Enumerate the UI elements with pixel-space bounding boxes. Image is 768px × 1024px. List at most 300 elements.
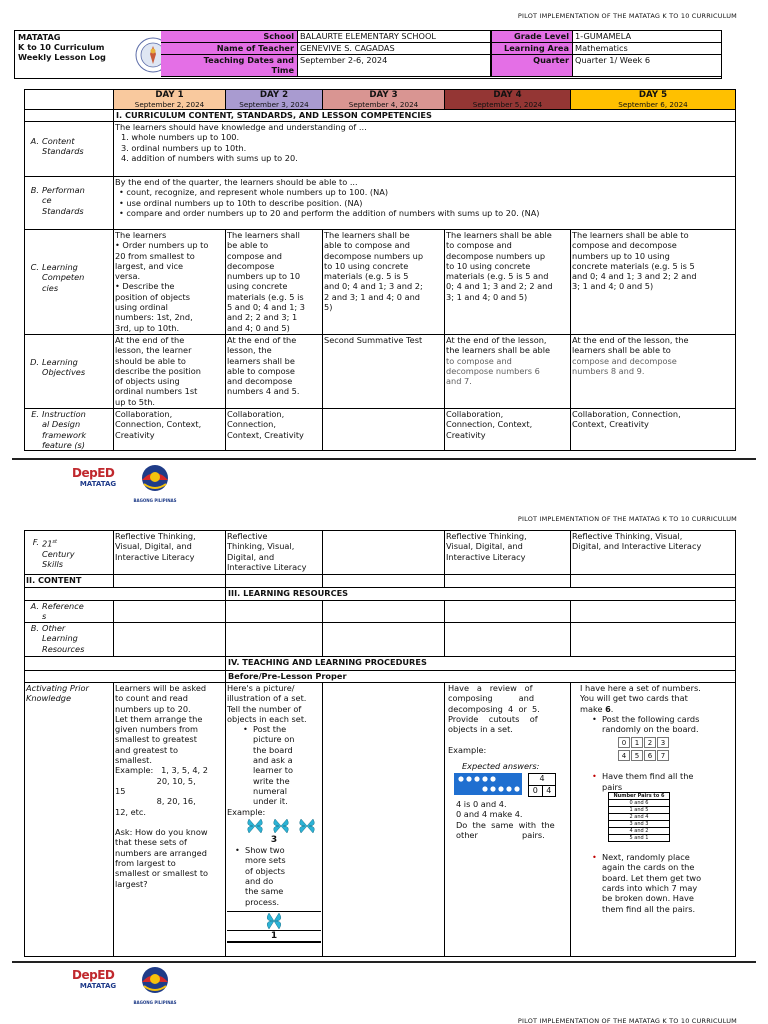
text-line: • Order numbers up to xyxy=(115,240,209,251)
skills-day-3 xyxy=(323,531,445,575)
text-line: decompose numbers 6 xyxy=(446,365,540,376)
performance-standards-label xyxy=(25,177,114,230)
text-line: Show two xyxy=(245,845,285,856)
day-5-bullet-2-text xyxy=(602,771,693,792)
objective-day-4-lead xyxy=(446,335,569,356)
pilot-banner-page-3: PILOT IMPLEMENTATION OF THE MATATAG K TO 10 CURRICULUM xyxy=(517,1017,737,1024)
dates-label xyxy=(161,55,298,77)
references-day-5 xyxy=(571,601,736,623)
text-line: Creativity xyxy=(446,429,486,440)
text-line: smallest. xyxy=(115,755,152,766)
bullet-dot: • xyxy=(235,845,240,856)
text-line: Reflective Thinking, xyxy=(115,531,196,541)
text-line: compose and decompose xyxy=(572,240,677,251)
text-line: Context, Creativity xyxy=(572,419,649,430)
text-line: Second Summative Test xyxy=(324,335,423,345)
ref-b-label-1: Other xyxy=(42,623,66,633)
text-line: 3; 1 and 4; 0 and 5) xyxy=(446,291,528,302)
school-label: School xyxy=(161,31,298,43)
ref-b-label-3: Resources xyxy=(42,643,85,654)
objective-day-2 xyxy=(226,335,323,409)
deped-wordmark: DepED xyxy=(72,466,115,480)
text-line: Provide cutouts of xyxy=(448,713,538,724)
butterfly-count-2: 1 xyxy=(227,931,321,943)
other-resources-day-5 xyxy=(571,623,736,657)
butterfly-icon xyxy=(263,912,285,930)
title-line-2: K to 10 Curriculum xyxy=(18,42,105,52)
day-5-target-number: 6 xyxy=(605,703,611,714)
text-line: 4 is 0 and 4. xyxy=(456,798,507,809)
text-line: 5 and 0; 4 and 1; 3 xyxy=(227,302,305,313)
deped-logo xyxy=(72,466,124,488)
text-line: compose and decompose xyxy=(572,355,677,366)
section-1-row xyxy=(25,110,736,122)
text-line: 0; 4 and 1; 3 and 2; 2 and xyxy=(446,281,553,292)
lesson-table-page-1 xyxy=(24,89,736,451)
row-content-heading xyxy=(25,575,736,588)
skills-day-1 xyxy=(114,531,226,575)
text-line: learner to xyxy=(253,765,293,776)
row-d-label-2: Objectives xyxy=(42,367,86,378)
text-line: Connection, Context, xyxy=(446,419,533,430)
text-line: the same xyxy=(245,886,284,897)
number-card: 0 xyxy=(618,737,630,748)
objective-day-5 xyxy=(571,335,736,409)
row-c-letter: C. xyxy=(30,262,39,272)
matatag-wordmark: MATATAG xyxy=(79,480,117,488)
content-cell-2 xyxy=(226,575,323,588)
row-e-label-4: feature (s) xyxy=(42,439,85,450)
competency-day-5 xyxy=(571,230,736,335)
day-5-intro-2: You will get two cards that xyxy=(580,693,688,704)
design-day-2 xyxy=(226,409,323,451)
text-line: The learners shall be able xyxy=(446,230,552,240)
other-resources-label xyxy=(25,623,114,657)
text-line: 0 and 4 make 4. xyxy=(456,809,523,820)
day-5-bullet-3-text xyxy=(602,852,701,914)
pilot-banner-page-2: PILOT IMPLEMENTATION OF THE MATATAG K TO 10 CURRICULUM xyxy=(517,515,737,523)
grade-label: Grade Level xyxy=(491,31,573,43)
references-day-2 xyxy=(226,601,323,623)
ref-a-label-2: s xyxy=(42,611,47,622)
day-2-label: DAY 2 xyxy=(259,90,289,100)
procedures-heading-blank xyxy=(25,657,226,671)
text-line: Collaboration, xyxy=(227,409,285,419)
bullet-2-text xyxy=(245,845,286,907)
number-cards xyxy=(572,737,734,761)
text-line: to 10 using concrete xyxy=(324,260,409,271)
text-line: them find all the pairs. xyxy=(602,903,696,914)
row-a-letter: A. xyxy=(30,136,39,146)
text-line: be broken down. Have xyxy=(602,893,694,904)
day-3-date: September 4, 2024 xyxy=(348,100,419,109)
content-standards-label xyxy=(25,122,114,177)
text-line: able to compose xyxy=(227,365,295,376)
text-line: Reflective Thinking, Visual, xyxy=(572,531,683,541)
row-f-label-2: Century xyxy=(42,549,75,560)
text-line: 20 from smallest to xyxy=(115,250,195,261)
text-line: Digital, and xyxy=(227,551,275,562)
day-3-label: DAY 3 xyxy=(369,90,398,100)
day-1-header xyxy=(114,90,226,110)
activating-day-2-bullet-1 xyxy=(227,724,321,806)
text-line: numbers up to 10 using xyxy=(572,250,670,261)
day-1-date: September 2, 2024 xyxy=(134,100,205,109)
butterflies-set-icon xyxy=(245,817,323,835)
text-line: and decompose xyxy=(227,376,293,387)
bagong-pilipinas-text: BAGONG PILIPINAS xyxy=(133,1000,177,1005)
text-line: objects in each set. xyxy=(227,713,307,724)
text-line: cards into which 7 may xyxy=(602,882,698,893)
dot-array-example xyxy=(446,773,569,797)
row-procedures-heading xyxy=(25,657,736,671)
text-line: materials (e.g. 5 is xyxy=(227,291,304,302)
text-line: and 0; 4 and 1; 3 and 2; 2 and xyxy=(572,271,697,282)
content-std-line: 3. ordinal numbers up to 10th. xyxy=(121,142,247,153)
text-line: randomly on the board. xyxy=(602,724,699,735)
row-f-label-sup: st xyxy=(52,539,57,545)
text-line: of objects xyxy=(245,865,285,876)
number-card: 6 xyxy=(644,750,656,761)
text-line: more sets xyxy=(245,855,286,866)
objective-day-5-lead xyxy=(572,335,734,356)
text-line: The learners shall xyxy=(227,230,300,240)
text-line: write the xyxy=(253,775,290,786)
number-cards-row-1 xyxy=(618,737,734,748)
day-5-date: September 6, 2024 xyxy=(618,100,688,109)
day-5-bullet-1-text xyxy=(602,714,699,735)
text-line: 3rd, up to 10th. xyxy=(115,322,180,333)
other-resources-day-4 xyxy=(445,623,571,657)
bond-part-right: 4 xyxy=(546,785,552,795)
text-line: compose and xyxy=(227,250,283,261)
red-bullet-dot: • xyxy=(592,771,597,782)
bagong-pilipinas-logo xyxy=(132,464,178,503)
text-line: lesson, the xyxy=(227,345,272,356)
row-c-label-3: cies xyxy=(42,282,59,293)
deped-logo xyxy=(72,968,124,990)
deped-wordmark: DepED xyxy=(72,968,115,982)
bagong-pilipinas-logo xyxy=(132,966,178,1005)
row-learning-competencies xyxy=(25,230,736,335)
dates-label-line-2: Time xyxy=(271,65,294,75)
text-line: Example: xyxy=(448,744,487,755)
activating-label-1: Activating Prior xyxy=(26,683,89,693)
day-5-intro-1: I have here a set of numbers. xyxy=(580,683,701,693)
text-line: Reflective Thinking, xyxy=(446,531,527,541)
footer-logos-2 xyxy=(72,966,184,1005)
text-line: numbers: 1st, 2nd, xyxy=(115,312,193,323)
text-line: Collaboration, xyxy=(115,409,173,419)
perf-std-line: By the end of the quarter, the learners should be able to ... xyxy=(115,177,358,187)
activating-day-2-bullet-2 xyxy=(227,845,321,907)
text-line: Have them find all the xyxy=(602,771,694,782)
activating-day-5 xyxy=(571,683,736,957)
text-line: that these sets of xyxy=(115,837,187,848)
text-line: and 4; 0 and 5) xyxy=(227,322,290,333)
day-header-row xyxy=(25,90,736,110)
pair-row: 1 and 5 xyxy=(609,807,670,814)
text-line: Interactive Literacy xyxy=(227,561,307,572)
dot-array-icon xyxy=(454,773,522,795)
row-f-letter: F. xyxy=(32,537,39,547)
text-line: picture on xyxy=(253,734,295,745)
text-line: largest, and vice xyxy=(115,260,184,271)
content-std-line: 1. whole numbers up to 100. xyxy=(121,132,240,143)
skills-day-2 xyxy=(226,531,323,575)
text-line: numbers up to 10 xyxy=(227,271,301,282)
competency-day-2 xyxy=(226,230,323,335)
design-day-5 xyxy=(571,409,736,451)
page-divider-2 xyxy=(12,961,756,963)
skills-day-4 xyxy=(445,531,571,575)
text-line: 5) xyxy=(324,302,333,313)
text-line: learners shall be able to xyxy=(572,345,671,356)
number-bond-box xyxy=(528,773,556,797)
text-line: Connection, Context, xyxy=(115,419,202,430)
activating-day-3 xyxy=(323,683,445,957)
text-line: ordinal numbers 1st xyxy=(115,386,198,397)
content-cell-3 xyxy=(323,575,445,588)
pairs-table-title: Number Pairs to 6 xyxy=(609,793,670,800)
day-4-label: DAY 4 xyxy=(493,90,522,100)
text-line: smallest to greatest xyxy=(115,734,197,745)
row-content-standards xyxy=(25,122,736,177)
pair-row: 5 and 1 xyxy=(609,835,670,842)
text-line: composing and xyxy=(448,693,535,704)
day-5-bullet-1 xyxy=(572,714,734,735)
activating-day-2-example: Example: xyxy=(227,806,266,817)
text-line: decompose xyxy=(227,260,275,271)
lesson-log-header xyxy=(14,30,722,79)
activating-day-4-answers xyxy=(446,799,569,840)
pilot-banner: PILOT IMPLEMENTATION OF THE MATATAG K TO 10 CURRICULUM xyxy=(517,12,737,20)
text-line: At the end of the lesson, xyxy=(446,335,547,345)
text-line: and ask a xyxy=(253,755,293,766)
text-line: 8, 20, 16, xyxy=(115,796,196,807)
references-label xyxy=(25,601,114,623)
text-line: board. Let them get two xyxy=(602,872,702,883)
row-e-label-3: framework xyxy=(42,429,87,440)
number-card: 4 xyxy=(618,750,630,761)
bullet-dot: • xyxy=(243,724,248,735)
text-line: position of objects xyxy=(115,291,191,302)
other-resources-day-1 xyxy=(114,623,226,657)
competency-day-3 xyxy=(323,230,445,335)
dates-label-line-1: Teaching Dates and xyxy=(203,55,294,65)
section-1-heading: I. CURRICULUM CONTENT, STANDARDS, AND LESSON COMPETENCIES xyxy=(114,110,736,122)
text-line: the board xyxy=(253,744,293,755)
perf-std-line: • compare and order numbers up to 20 and perform the addition of numbers with sums up to 20. (NA) xyxy=(119,207,540,218)
row-before-lesson-heading xyxy=(25,671,736,683)
learning-resources-heading: III. LEARNING RESOURCES xyxy=(226,588,736,601)
text-line: Visual, Digital, and xyxy=(115,541,192,552)
row-f-label-1: 21 xyxy=(42,538,53,549)
text-line: up to 5th. xyxy=(115,396,156,407)
text-line: smallest or smallest to xyxy=(115,868,209,879)
text-line: Collaboration, Connection, xyxy=(572,409,681,419)
text-line: lesson, the learner xyxy=(115,345,192,356)
number-card: 1 xyxy=(631,737,643,748)
competency-day-1 xyxy=(114,230,226,335)
day-5-intro-3 xyxy=(580,704,734,714)
day-1-label: DAY 1 xyxy=(155,90,184,100)
row-b-label-3: Standards xyxy=(42,205,84,216)
design-day-3 xyxy=(323,409,445,451)
row-c-label-1: Learning xyxy=(42,262,78,272)
ref-a-letter: A. xyxy=(30,601,39,611)
school-value: BALAURTE ELEMENTARY SCHOOL xyxy=(298,31,491,43)
text-line: process. xyxy=(245,896,280,907)
quarter-label: Quarter xyxy=(491,55,573,77)
text-line: concrete materials (e.g. 5 is 5 xyxy=(572,260,695,271)
text-line: decompose numbers up xyxy=(446,250,546,261)
text-line: Thinking, Visual, xyxy=(227,541,295,552)
log-title xyxy=(18,32,106,62)
expected-answers-label: Expected answers: xyxy=(462,761,540,772)
number-pairs-table-wrap xyxy=(572,792,734,842)
text-line: 15 xyxy=(115,785,126,796)
area-value: Mathematics xyxy=(573,43,721,55)
text-line: Interactive Literacy xyxy=(446,551,526,562)
pair-row: 4 and 2 xyxy=(609,828,670,835)
row-learning-resources-heading xyxy=(25,588,736,601)
pair-row: 3 and 3 xyxy=(609,821,670,828)
text-line: Visual, Digital, and xyxy=(446,541,523,552)
lesson-table-page-2 xyxy=(24,530,736,957)
quarter-value: Quarter 1/ Week 6 xyxy=(573,55,721,77)
objective-day-5-target xyxy=(572,356,734,377)
text-line: using ordinal xyxy=(115,302,168,313)
perf-std-line: • use ordinal numbers up to 10th to describe position. (NA) xyxy=(119,197,363,208)
text-line: Do the same with the xyxy=(456,819,555,830)
text-line: using concrete xyxy=(227,281,288,292)
row-d-label-1: Learning xyxy=(42,357,78,367)
text-line: given numbers from xyxy=(115,724,199,735)
day-5-bullet-3 xyxy=(572,852,734,914)
skills-day-5 xyxy=(571,531,736,575)
row-e-label-1: Instruction xyxy=(42,409,86,419)
instructional-design-label xyxy=(25,409,114,451)
row-e-letter: E. xyxy=(31,409,39,419)
text-line xyxy=(115,817,224,827)
row-other-resources xyxy=(25,623,736,657)
bullet-1-text xyxy=(253,724,294,806)
text-line: other pairs. xyxy=(456,829,545,840)
resources-heading-blank xyxy=(25,588,226,601)
performance-standards-text xyxy=(114,177,736,230)
number-card: 5 xyxy=(631,750,643,761)
content-standards-text xyxy=(114,122,736,177)
day-4-date: September 5, 2024 xyxy=(472,100,543,109)
footer-logos-1 xyxy=(72,464,184,503)
text-line: Let them arrange the xyxy=(115,713,203,724)
text-line: decomposing 4 or 5. xyxy=(448,703,540,714)
procedures-heading: IV. TEACHING AND LEARNING PROCEDURES xyxy=(226,657,736,671)
text-line: Interactive Literacy xyxy=(115,551,195,562)
text-line: to compose and xyxy=(446,240,512,251)
day-5-label: DAY 5 xyxy=(638,90,668,100)
content-heading: II. CONTENT xyxy=(25,575,114,588)
text-line: and greatest to xyxy=(115,744,178,755)
content-cell-1 xyxy=(114,575,226,588)
text-line: materials (e.g. 5 is 5 xyxy=(324,271,409,282)
row-activating-prior-knowledge xyxy=(25,683,736,957)
before-lesson-heading: Before/Pre-Lesson Proper xyxy=(226,671,736,683)
activating-day-2-intro xyxy=(227,683,321,724)
text-line: to compose and xyxy=(446,355,512,366)
text-line: learners shall be xyxy=(227,355,295,366)
text-line: describe the position xyxy=(115,365,201,376)
text-line: the learners shall be able xyxy=(446,345,551,356)
text-line: pairs xyxy=(602,781,623,792)
text-line: Creativity xyxy=(115,429,155,440)
text-line: At the end of the xyxy=(115,335,185,345)
ref-b-label-2: Learning xyxy=(42,633,78,644)
bond-part-left: 0 xyxy=(529,786,543,796)
text-line: decompose numbers up xyxy=(324,250,424,261)
text-line: Context, Creativity xyxy=(227,429,304,440)
corner-cell xyxy=(25,90,114,110)
text-line: 2 and 3; 1 and 4; 0 and xyxy=(324,291,420,302)
text-line: illustration of a set. xyxy=(227,693,307,704)
butterfly-count-1: 3 xyxy=(270,834,278,845)
text-line: able to compose and xyxy=(324,240,410,251)
activating-day-4 xyxy=(445,683,571,957)
row-a-label: Content Standards xyxy=(42,136,84,157)
bagong-pilipinas-emblem-icon xyxy=(132,966,178,996)
text-line: Collaboration, xyxy=(446,409,504,419)
ref-b-letter: B. xyxy=(30,623,39,633)
activating-day-1 xyxy=(114,683,226,957)
competencies-label xyxy=(25,230,114,335)
text-line: 3; 1 and 4; 0 and 5) xyxy=(572,281,654,292)
bullet-dot: • xyxy=(592,713,597,724)
text-line: should be able to xyxy=(115,355,186,366)
objective-day-3 xyxy=(323,335,445,409)
number-cards-row-2 xyxy=(618,750,734,761)
text-line: versa. xyxy=(115,271,141,282)
day-3-header xyxy=(323,90,445,110)
activating-day-4-intro xyxy=(446,683,569,755)
text-line: to count and read xyxy=(115,693,188,704)
day-5-intro xyxy=(572,683,734,714)
text-line: 20, 10, 5, xyxy=(115,775,196,786)
title-line-1: MATATAG xyxy=(18,32,61,42)
skills-label xyxy=(25,531,114,575)
text-line: and 7. xyxy=(446,376,472,387)
day-4-header xyxy=(445,90,571,110)
design-day-1 xyxy=(114,409,226,451)
text-line: largest? xyxy=(115,878,148,889)
text-line: under it. xyxy=(253,796,288,807)
activating-label-2: Knowledge xyxy=(26,693,72,704)
text-line: and do xyxy=(245,876,274,887)
single-butterfly-box xyxy=(227,911,321,931)
text-line: At the end of the lesson, the xyxy=(572,335,689,345)
row-learning-objectives xyxy=(25,335,736,409)
text-line: The learners shall be xyxy=(324,230,410,240)
section-1-blank xyxy=(25,110,114,122)
text-line: numbers up to 20. xyxy=(115,703,191,714)
content-std-line: 4. addition of numbers with sums up to 20. xyxy=(121,152,298,163)
ref-a-label-1: Reference xyxy=(42,601,84,611)
references-day-4 xyxy=(445,601,571,623)
text-line: and 0; 4 and 1; 3 and 2; xyxy=(324,281,423,292)
title-line-3: Weekly Lesson Log xyxy=(18,52,106,62)
text-line: of objects using xyxy=(115,376,180,387)
text-line: Digital, and Interactive Literacy xyxy=(572,541,702,552)
